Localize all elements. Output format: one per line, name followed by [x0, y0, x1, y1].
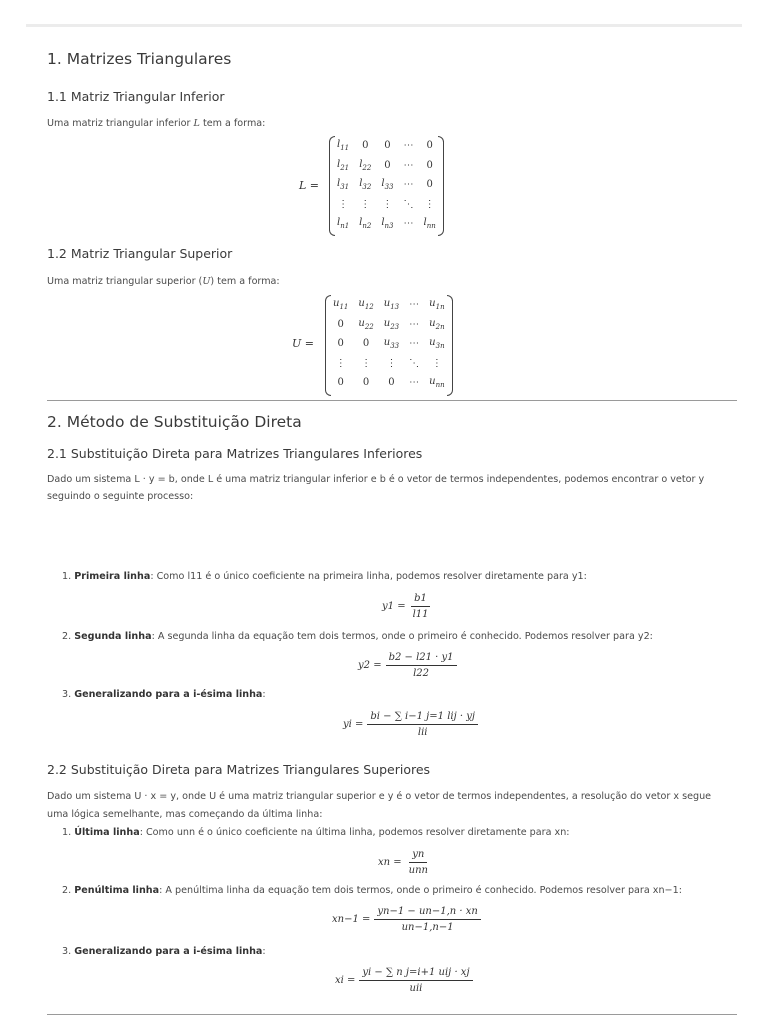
subsection-2-2-para-line2: uma lógica semelhante, mas começando da última linha: [47, 809, 323, 820]
matrix-cell: $u_{nn}$ [429, 376, 445, 390]
subsection-1-2-title: 1.2 Matriz Triangular Superior [47, 246, 233, 261]
matrix-cell: ⋯ [403, 140, 414, 152]
matrix-cell: 0 [388, 377, 395, 389]
step-item: 1. Última linha: Como unn é o único coeficiente na última linha, podemos resolver diretamente para xn: [62, 827, 570, 838]
matrix-cell: ⋯ [403, 218, 414, 230]
matrix-l-lhs: L = [299, 179, 320, 192]
matrix-u [328, 295, 450, 396]
matrix-u-lhs: U = [292, 337, 314, 350]
right-paren [447, 295, 453, 396]
left-paren [329, 136, 335, 236]
equation-y1: y1 = $\frac{b1}{l11}$ [382, 593, 429, 620]
matrix-cell: ⋯ [409, 377, 420, 389]
matrix-cell: ⋱ [409, 357, 420, 369]
section-divider [47, 1014, 737, 1015]
matrix-cell: ⋮ [424, 198, 435, 210]
left-paren [325, 295, 331, 396]
matrix-row [328, 354, 450, 374]
matrix-cell: 0 [426, 179, 433, 191]
matrix-cell: $u_{23}$ [383, 317, 400, 331]
matrix-cell: $u_{12}$ [358, 298, 374, 312]
matrix-cell: $l_{21}$ [337, 158, 350, 172]
matrix-cell: $u_{22}$ [358, 317, 374, 331]
matrix-cell: 0 [384, 140, 391, 152]
step-item: 1. Primeira linha: Como l11 é o único coeficiente na primeira linha, podemos resolver diretamente para y1: [62, 571, 587, 582]
equation-xn: xn = $\frac{yn}{\text{unn}}$ [378, 849, 428, 876]
matrix-cell: 0 [362, 338, 370, 350]
matrix-cell: 0 [362, 140, 369, 152]
matrix-cell: 0 [426, 140, 433, 152]
matrix-cell: $l_{n3}$ [381, 217, 394, 231]
equation-yi: yi = $\frac{\text{bi − ∑ i−1 j=1 lij · yj}}{\text{lii}}$ [343, 711, 478, 738]
matrix-cell: $u_{3n}$ [429, 337, 445, 351]
matrix-cell: ⋮ [338, 198, 349, 210]
section-2-title: 2. Método de Substituição Direta [47, 413, 302, 431]
matrix-l [332, 136, 441, 236]
matrix-row [332, 156, 441, 176]
matrix-cell: $l_{n2}$ [359, 217, 372, 231]
matrix-cell: 0 [337, 377, 344, 389]
matrix-cell: ⋮ [361, 357, 372, 369]
matrix-row [332, 175, 441, 195]
matrix-cell: 0 [426, 159, 433, 171]
step-item: 2. Segunda linha: A segunda linha da equação tem dois termos, onde o primeiro é conhecido. Podemos resolver para y2: [62, 631, 653, 642]
matrix-cell: $u_{2n}$ [429, 317, 445, 331]
matrix-cell: ⋯ [409, 318, 420, 330]
matrix-cell: ⋱ [403, 198, 414, 210]
equation-y2: y2 = $\frac{b2 - l21 \cdot y1}{l22}$ [358, 652, 457, 679]
subsection-1-1-intro: Uma matriz triangular inferior L tem a forma: [47, 118, 266, 129]
equation-xn-1: xn−1 = $\frac{yn-1 - un-1,n \cdot xn}{un-1,n-1}$ [332, 906, 481, 933]
section-divider [47, 400, 737, 401]
matrix-cell: ⋯ [409, 338, 420, 350]
matrix-cell: 0 [337, 318, 344, 330]
matrix-cell: ⋮ [360, 198, 371, 210]
subsection-2-2-title: 2.2 Substituição Direta para Matrizes Triangulares Superiores [47, 762, 431, 777]
matrix-cell: $l_{n1}$ [337, 217, 350, 231]
subsection-2-1-para-line2: seguindo o seguinte processo: [47, 491, 194, 502]
subsection-1-1-title: 1.1 Matriz Triangular Inferior [47, 89, 225, 104]
top-divider [26, 24, 742, 27]
equation-xi: xi = $\frac{\text{yi − ∑ n j=i+1 uij · xj}}{\text{uii}}$ [335, 967, 473, 994]
matrix-cell: ⋯ [403, 179, 414, 191]
subsection-1-2-intro: Uma matriz triangular superior (U) tem a forma: [47, 276, 280, 287]
matrix-cell: $l_{nn}$ [423, 217, 436, 231]
step-item: 2. Penúltima linha: A penúltima linha da equação tem dois termos, onde o primeiro é conhecido. Podemos resolver para xn−1: [62, 885, 682, 896]
matrix-row [328, 373, 450, 393]
matrix-row [332, 195, 441, 215]
right-paren [438, 136, 444, 236]
matrix-cell: 0 [384, 159, 391, 171]
subsection-2-2-para-line1: Dado um sistema U · x = y, onde U é uma matriz triangular superior e y é o vetor de termos independentes, a resolução do vetor x segue [47, 791, 712, 802]
matrix-cell: $l_{33}$ [381, 178, 394, 192]
matrix-cell: ⋮ [431, 357, 442, 369]
matrix-row [332, 136, 441, 156]
matrix-cell: ⋮ [382, 198, 393, 210]
step-item: 3. Generalizando para a i-ésima linha: [62, 689, 266, 700]
matrix-row [332, 214, 441, 234]
matrix-row [328, 334, 450, 354]
matrix-cell: $u_{13}$ [383, 298, 400, 312]
matrix-cell: $l_{11}$ [337, 139, 350, 153]
matrix-cell: $l_{31}$ [337, 178, 350, 192]
matrix-cell: ⋮ [386, 357, 397, 369]
matrix-cell: 0 [362, 377, 370, 389]
matrix-row [328, 295, 450, 315]
step-item: 3. Generalizando para a i-ésima linha: [62, 946, 266, 957]
matrix-cell: $u_{1n}$ [429, 298, 445, 312]
subsection-2-1-para-line1: Dado um sistema L · y = b, onde L é uma matriz triangular inferior e b é o vetor de termos independentes, podemos encontrar o vetor y [47, 474, 705, 485]
matrix-cell: $l_{32}$ [359, 178, 372, 192]
matrix-cell: ⋮ [335, 357, 346, 369]
matrix-cell: $l_{22}$ [359, 158, 372, 172]
matrix-cell: 0 [337, 338, 344, 350]
matrix-cell: ⋯ [403, 159, 414, 171]
subsection-2-1-title: 2.1 Substituição Direta para Matrizes Triangulares Inferiores [47, 446, 423, 461]
section-1-title: 1. Matrizes Triangulares [47, 50, 232, 68]
matrix-cell: $u_{11}$ [333, 298, 349, 312]
matrix-cell: ⋯ [409, 299, 420, 311]
matrix-row [328, 315, 450, 335]
matrix-cell: $u_{33}$ [383, 337, 400, 351]
